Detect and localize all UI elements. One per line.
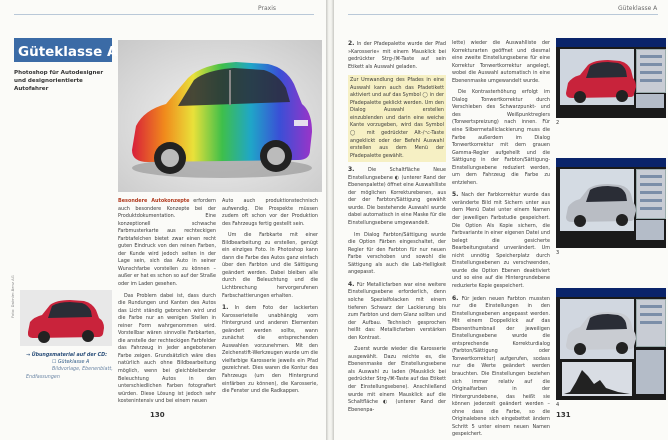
book-gutter (326, 0, 334, 440)
paragraph: 2. In der Pfadepalette wurde der Pfad »Karosserie« mit einem Mausklick bei gedrückter Strg-/⌘-Taste auf sein Etikett als Auswahl geladen. (348, 40, 446, 70)
paragraph: 3. Die Schaltfläche Neue Einstellungsebene ◐ (unterer Rand der Ebenenpalette) öffnet eine Auswahlliste der möglichen Korrekturebenen, aus der der Farbton/Sättigung gewählt wurde. Die bestehende Auswahl wurde dabei automatisch in eine Maske für die Einstellungsebene umgewandelt. (348, 166, 446, 227)
screenshot-label: 2 (556, 120, 560, 126)
cd-material-caption: → Übungsmaterial auf der CD: ☐ Güteklasse A Bildvorlage, Ebenenblatt, Endfassungen (26, 353, 113, 380)
paragraph: Besondere Autokonzepte erfordern auch besondere Konzepte bei der Produktdokumentation. Eine konzeptionell schwache Farbmusterkarte aus rechteckigen Farbtafelchen bietet zwar einen recht guten Eindruck von den reinen Farben, der Kunde wird jedoch selten in der Lage sein, sich das Auto in seiner Wunschfarbe vorstellen zu können – außer er hat es schon so auf der Straße oder im Laden gesehen. (118, 198, 216, 288)
photoshop-screenshot-3 (556, 288, 666, 400)
screenshot-label: 3 (556, 250, 560, 256)
tip-box: Zur Umwandlung des Pfades in eine Auswahl kann auch das Pfadetikett aktiviert und auf das Symbol ◯ in der Pfadepalette geklickt werden. Um den Dialog Auswahl erstellen einzublenden und darin eine weiche Kante vorzugeben, wird das Symbol ◯ mit gedrückter Alt-/⌥-Taste angeklickt oder der Befehl Auswahl erstellen aus dem Menü der Pfadepalette gewählt. (348, 75, 446, 162)
paragraph: Im Dialog Farbton/Sättigung wurde die Option Färben eingeschaltet, der Regler für den Farbton für nur neuen Farbe verschoben und sowohl die Sättigung als auch die Lab-Helligkeit angepasst. (348, 231, 446, 276)
header-rule (348, 14, 658, 15)
paragraph: 4. Für Metallicfarben war eine weitere Einstellungsebene erforderlich, denn solche Spezialfolacken mit einem tieferen Schwarz der Lackierung bis zum Farbton und dem Glanz sollten und der Aufbau. Technisch gesprochen heißt das: Metallicfarben verstärken den Kontrast. (348, 280, 446, 341)
page-number: 130 (150, 411, 165, 419)
paragraph: lette) wieder die Auswahlliste der Korrekturarten geöffnet und diesmal eine zweite Einstellungsebene für eine Korrektur Tonwertkorrektur angelegt, wobei die Auswahl automatisch in eine Ebenenmaske umgewandelt wurde. (452, 40, 550, 84)
text-column-2 (222, 198, 318, 408)
running-head: Praxis (258, 5, 276, 12)
page-number: 131 (556, 411, 571, 419)
text-column-1 (118, 198, 216, 408)
paragraph: Um die Farbkarte mit einer Bildbearbeitung zu erstellen, genügt ein einziges Foto. In Photoshop kann dann die Farbe des Autos ganz einfach über den Farbton und die Sättigung geändert werden. Dabei bleiben alle durch die Beleuchtung und die Lichtbrechung hervorgerufenen Farbschattierungen erhalten. (222, 232, 318, 299)
left-page (0, 0, 326, 440)
paragraph: Das Problem dabei ist, dass durch die Rundungen und Kanten des Autos das Licht ständig gebrochen wird und die Farbe nur an wenigen Stellen in reiner Form wahrgenommen wird. Vorstellbar wären sinnvolle Farbkarten, die anstelle der rechteckigen Farbfelder das Fahrzeug in jeder angebotenen Farbe zeigen. Grundsätzlich wäre dies natürlich auch ohne Bildbearbeitung möglich, wenn bei gleichbleibender Beleuchtung Autos in den unterschiedlichen Farben fotografiert würden. Diese Lösung ist jedoch sehr kostenintensiv und bei einem neuen (118, 292, 216, 405)
text-column-3 (348, 40, 446, 413)
photoshop-screenshot-2 (556, 158, 666, 248)
paragraph: Die Kontrasterhöhung erfolgt im Dialog Tonwertkorrektur durch Verschieben des Schwarzpunkt- und des Weißpunktreglers (Tonwertspreizung) nach innen. Für eine Silbermetalliclackierung muss die Farbe außerdem im Dialog Tonwertkorrektur mit dem grauen Gamma-Regler aufgehellt und die Sättigung in der Farbton/Sättigung-Einstellungsebene reduziert werden, um dem Fahrzeug die Farbe zu entziehen. (452, 89, 550, 186)
screenshot-label: 4 (556, 402, 560, 408)
photo-credit: Foto: Daimler-Benz AG (10, 275, 15, 318)
histogram (562, 362, 632, 396)
paragraph: Zuerst wurde wieder die Karosserie ausgewählt. Dazu reichte es, die Ebenenmaske der Einstellungsebene als Auswahl zu laden (Mausklick bei gedrückter Strg-/⌘-Taste auf das Etikett der Einstellungsebene). Anschließend wurde mit einem Mausklick auf die Schaltfläche ◐ (unterer Rand der Ebenenpa- (348, 346, 446, 413)
text-column-4 (452, 40, 550, 438)
paragraph: 6. Für jeden neuen Farbton mussten nur die Einstellungen in den Einstellungsebenen angepasst werden. Mit einem Doppelklick auf das Ebenenthumbnail der jeweiligen Einstellungsebene wurde die entsprechende Korrekturdialog (Farbton/Sättigung oder Tonwertkorrektur) aufgerufen, sodass nur die Werte geändert werden brauchten. Die Einstellungen beziehen sich immer relativ auf die Originalfarben in der Hintergrundebene, das heißt sie können jederzeit geändert werden – ohne dass die Farbe, so die Originalebene sich eingebettet ändern Schritt 5 unter einem neuen Namen gespeichert. (452, 294, 550, 438)
page-title: Güteklasse A (18, 44, 118, 60)
header-rule (14, 14, 314, 15)
page-subtitle: Photoshop für Autodesigner und designorientierte Autofahrer (14, 70, 104, 92)
paragraph: 5. Nach der Farbkorrektur wurde das veränderte Bild mit Sichern unter aus dem Menü Datei unter einem Namen der jeweiligen Farbstudie gespeichert. Die Option Als Kopie sichern, die Farbvariante in einer eigenen Datei und belegt die gesicherte Bearbeitungsstand unverändert. Um nicht unnötig Speicherplatz durch Einstellungsebenen zu verschwenden, wurde die Option Ebenen deaktiviert und so eine auf die Hintergrundebene reduzierte Kopie gespeichert. (452, 191, 550, 289)
hero-car-photo (118, 40, 322, 192)
photoshop-screenshot-1 (556, 38, 666, 118)
running-head: Güteklasse A (618, 5, 658, 12)
paragraph: Auto auch produktionstechnisch aufwendig. Die Prospekte müssen zudem oft schon vor der Produktion des Fahrzeugs fertig gestellt sein. (222, 198, 318, 227)
paragraph: 1. In dem Foto der lackierten Karosserieteile unabhängig vom Hintergrund und anderen Elementen geändert werden sollte, wann zunächst die entsprechenden Auswahlen vorzunehmen. Mit den Zeichenstift-Werkzeugen wurde um die vielfarbige Karosserie jeweils ein Pfad gezeichnet. Dies waren die Kontur des Fahrzeugs (um den Hintergrund einfärben zu können), die Karosserie, die Fenster und die Radkappen. (222, 304, 318, 395)
cd-material-thumbnail (20, 290, 112, 346)
